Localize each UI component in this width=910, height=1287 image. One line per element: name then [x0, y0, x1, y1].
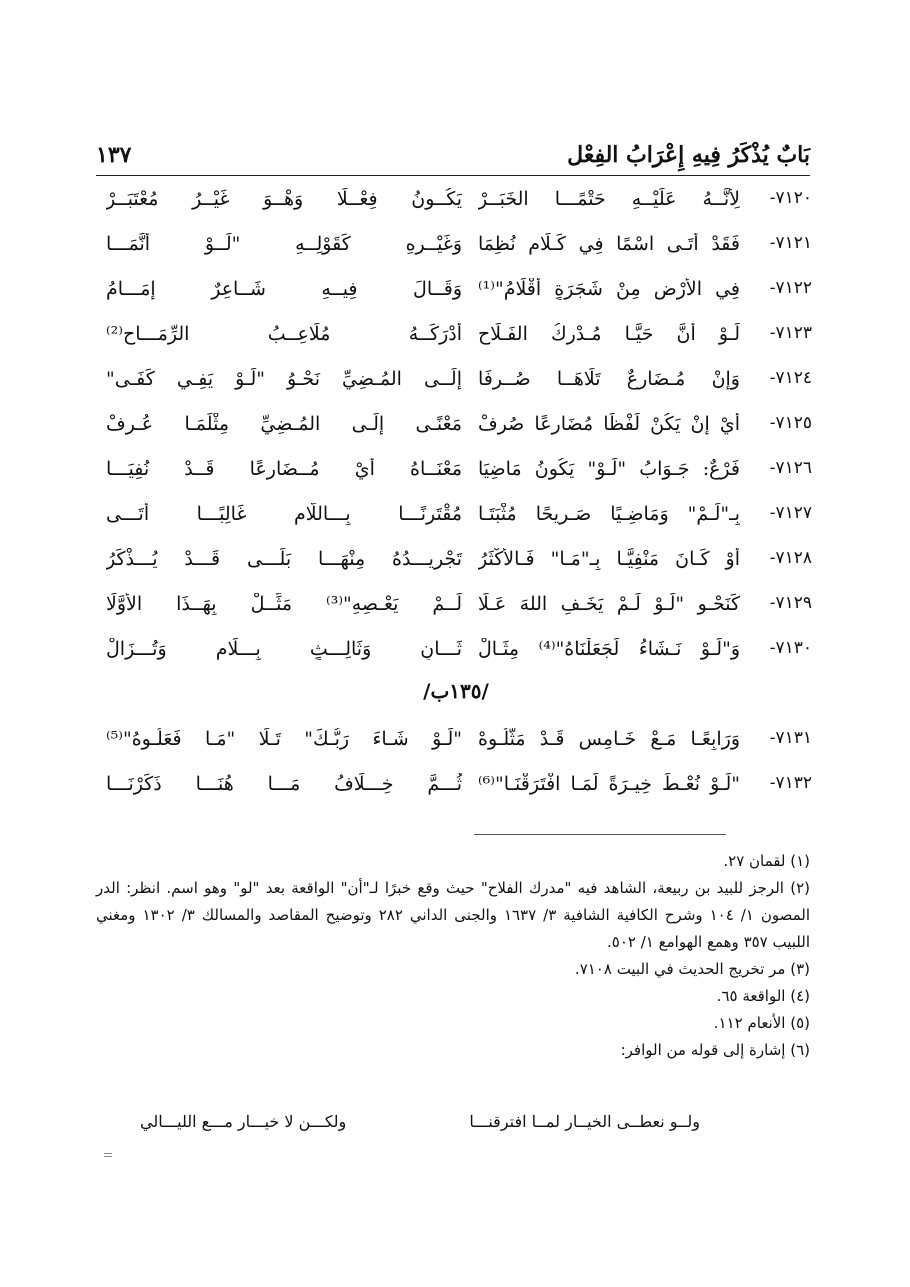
verse-second-hemistich: مَعْنًـى إِلَـى المُـضِيِّ مِثْلَمَـا عُـرِفْ	[106, 413, 462, 435]
footnote: (٦) إشارة إلى قوله من الوافر:	[620, 1041, 810, 1059]
verse-line	[100, 223, 812, 268]
verse-first-hemistich: كَنَحْـوِ "لَـوْ لَـمْ يَخَـفِ اللهَ عَـلَا	[478, 593, 740, 615]
verse-second-hemistich: تَجْرِيـــدُهُ مِنْهَـــا بَلَـــى قَـــدْ يُـــذْكَرُ	[106, 548, 462, 570]
footnote: (١) لقمان ٢٧.	[723, 852, 810, 870]
footnote-separator	[474, 834, 726, 835]
verse-number: ٧١٣١-	[769, 728, 812, 748]
verse-number: ٧١٢٩-	[769, 593, 812, 613]
page-number: ١٣٧	[96, 142, 132, 168]
quoted-verse-second-half: ولكـــن لا خيـــار مـــع الليـــالي	[140, 1112, 347, 1131]
verse-number: ٧١٢٢-	[769, 278, 812, 298]
verse-first-hemistich: أَوْ كَـانَ مَنْفِيًّـا بِـ"مَـا" فَـالأَكْثَرُ	[478, 548, 740, 570]
verse-first-hemistich: "لَـوْ نُعْـطَ خِيـرَةً لَمَـا افْتَرَقْنَـا"⁽⁶⁾	[478, 773, 740, 795]
verse-number: ٧١٣٢-	[769, 773, 812, 793]
verse-line	[100, 178, 812, 223]
header-rule	[96, 175, 810, 176]
footnote: (٢) الرجز للبيد بن ربيعة، الشاهد فيه "مدرك الفلاح" حيث وقع خبرًا لـ"أن" الواقعة بعد "لو" وهو اسم. انظر: الدر المصون ١/ ١٠٤ وشرح الكافية الشافية ٣/ ١٦٣٧ والجنى الداني ٢٨٢ وتوضيح المقاصد والمسالك ٣/ ١٣٠٢ ومغني اللبيب ٣٥٧ وهمع الهوامع ١/ ٥٠٢.	[96, 879, 810, 951]
verse-line	[100, 763, 812, 808]
verse-line	[100, 493, 812, 538]
quoted-verse	[140, 1112, 700, 1142]
running-title: بَابٌ يُذْكَرُ فِيهِ إِعْرَابُ الفِعْل	[567, 142, 810, 168]
verse-line	[100, 358, 812, 403]
verse-first-hemistich: بِـ"لَـمْ" وَمَاضِـيًا صَـرِيحًا مُثْبَتَـا	[478, 503, 740, 525]
verse-line	[100, 268, 812, 313]
verse-line	[100, 628, 812, 673]
verse-first-hemistich: فَقَدْ أَتَـى اسْمًا فِي كَـلَامٍ نُظِمَا	[478, 233, 740, 255]
verse-number: ٧١٢٥-	[769, 413, 812, 433]
footnotes	[96, 848, 810, 1064]
verse-second-hemistich: مُقْتَرِنًـــا بِـــاللَّامِ غَالِبًـــا أَتَـــى	[106, 503, 462, 525]
verse-second-hemistich: مَعْنَــاهُ أَيْ مُــضَارِعًا قَــدْ نُفِيَـــا	[106, 458, 462, 480]
verse-number: ٧١٢٣-	[769, 323, 812, 343]
verse-first-hemistich: لِأَنَّــهُ عَلَيْــهِ حَتْمًـــا الخَبَــرْ	[478, 188, 740, 210]
verse-second-hemistich: يَكُــونُ فِعْــلًا وَهْــوَ غَيْــرُ مُعْتَبَــرْ	[106, 188, 462, 210]
verse-second-hemistich: وَقَــالَ فِيــهِ شَــاعِرٌ إِمَـــامُ	[106, 278, 462, 300]
print-mark	[104, 1153, 112, 1157]
verse-line	[100, 583, 812, 628]
verse-first-hemistich: وَإِنْ مُـضَارِعٌ تَلَاهَــا صُــرِفَا	[478, 368, 740, 390]
verse-second-hemistich: ثَـــانٍ وَثَالِـــثٍ بِـــلَامٍ وَتُـــزَالْ	[106, 638, 462, 660]
footnote: (٥) الأنعام ١١٢.	[713, 1014, 810, 1032]
folio-marker: /١٣٥ب/	[423, 679, 489, 703]
verse-block	[100, 178, 812, 808]
verse-number: ٧١٢٨-	[769, 548, 812, 568]
page-header	[96, 138, 810, 178]
quoted-verse-first-half: ولــو نعطــى الخيــار لمــا افترقنـــا	[469, 1112, 700, 1131]
verse-line	[100, 448, 812, 493]
verse-second-hemistich: ثُـــمَّ خِـــلَافُ مَـــا هُنَـــا ذَكَرْنَـــا	[106, 773, 462, 795]
verse-first-hemistich: أَيْ إِنْ يَكُنْ لَفْظًا مُضَارِعًا صُرِفْ	[478, 413, 740, 435]
verse-number: ٧١٢٠-	[769, 188, 812, 208]
verse-line	[100, 403, 812, 448]
verse-line	[100, 313, 812, 358]
verse-second-hemistich: إِلَــى المُـضِيِّ نَحْـوُ "لَـوْ يَفِـي كَفَـى"	[106, 368, 462, 390]
footnote: (٤) الواقعة ٦٥.	[716, 987, 810, 1005]
verse-second-hemistich: وَغَيْــرِهِ كَقَوْلِــهِ "لَــوْ أَنَّمَـــا	[106, 233, 462, 255]
verse-second-hemistich: "لَـوْ شَـاءَ رَبُّـكَ" تَـلَا "مَـا فَعَلُـوهُ"⁽⁵⁾	[106, 728, 462, 750]
verse-number: ٧١٢٧-	[769, 503, 812, 523]
verse-second-hemistich: أَدْرَكَــهُ مُلَاعِــبُ الرِّمَـــاحِ⁽²⁾	[106, 323, 462, 345]
verse-first-hemistich: وَ"لَـوْ نَـشَاءُ لَجَعَلْنَاهُ"⁽⁴⁾ مِثَـالْ	[478, 638, 740, 660]
verse-first-hemistich: فِي الأَرْضِ مِنْ شَجَرَةٍ أَقْلَامُ"⁽¹⁾	[478, 278, 740, 300]
verse-first-hemistich: فَرْعٌ: جَـوَابُ "لَـوْ" يَكُونُ مَاضِيَا	[478, 458, 740, 480]
verse-line	[100, 718, 812, 763]
verse-second-hemistich: لَــمْ يَعْـصِهِ"⁽³⁾ مَثِّــلْ بِهَــذَا الأَوَّلَا	[106, 593, 462, 615]
verse-number: ٧١٢٤-	[769, 368, 812, 388]
verse-first-hemistich: لَـوْ أَنَّ حَيًّـا مُـدْرِكُ الفَـلَاحِ	[478, 323, 740, 345]
verse-line	[100, 538, 812, 583]
footnote: (٣) مر تخريج الحديث في البيت ٧١٠٨.	[574, 960, 810, 978]
verse-number: ٧١٢١-	[769, 233, 812, 253]
verse-number: ٧١٢٦-	[769, 458, 812, 478]
verse-number: ٧١٣٠-	[769, 638, 812, 658]
verse-first-hemistich: وَرَابِعًـا مَـعْ خَـامِسٍ قَـدْ مَثَّلُـوهْ	[478, 728, 740, 750]
